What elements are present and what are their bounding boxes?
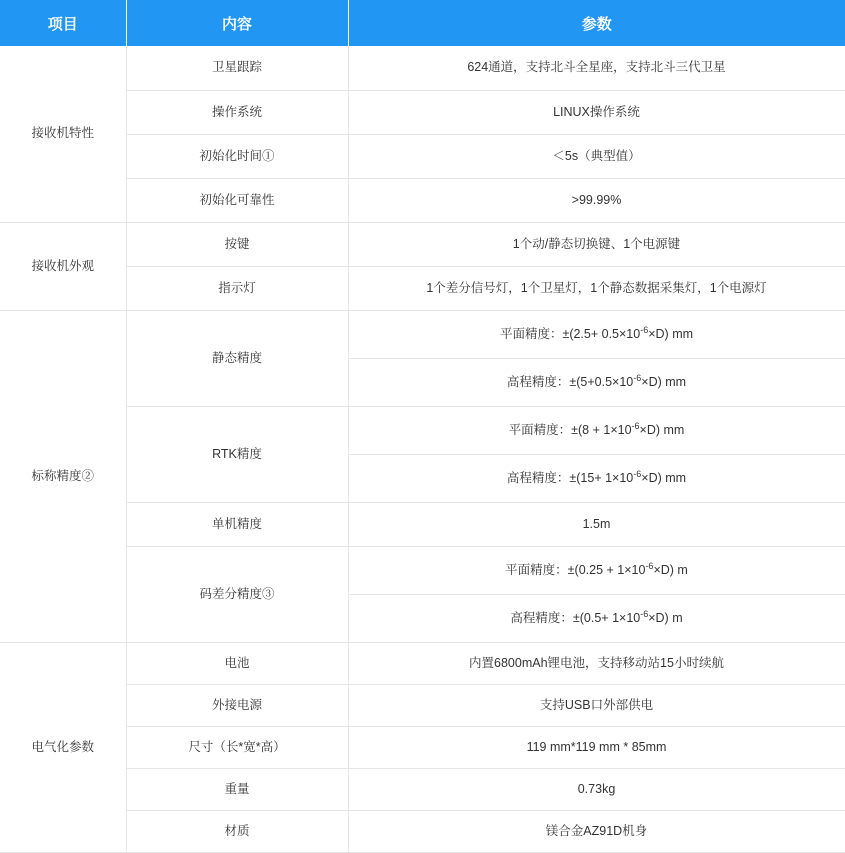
table-row [0, 90, 845, 134]
cell-parameter: 高程精度：$\pm(15+ 1\times 10^{-6}\times D)$ mm [348, 454, 845, 502]
cell-parameter: 119 mm*119 mm * 85mm [348, 726, 845, 768]
table-body [0, 46, 845, 852]
cell-parameter: 高程精度：$\pm(5+0.5\times 10^{-6}\times D)$ mm [348, 358, 845, 406]
column-header-category: 项目 [0, 0, 126, 46]
cell-item: 指示灯 [126, 266, 348, 310]
cell-category: 标称精度② [0, 310, 126, 642]
cell-category: 电气化参数 [0, 642, 126, 852]
cell-parameter: 内置6800mAh锂电池，支持移动站15小时续航 [348, 642, 845, 684]
cell-item: 材质 [126, 810, 348, 852]
cell-item: 初始化时间① [126, 134, 348, 178]
table-row [0, 406, 845, 454]
table-row [0, 684, 845, 726]
cell-item: 电池 [126, 642, 348, 684]
cell-item: 静态精度 [126, 310, 348, 406]
table-row [0, 222, 845, 266]
cell-item: 外接电源 [126, 684, 348, 726]
cell-parameter: 1个动/静态切换键、1个电源键 [348, 222, 845, 266]
table-row [0, 310, 845, 358]
cell-parameter: ＜5s（典型值） [348, 134, 845, 178]
table-row [0, 46, 845, 90]
table-row [0, 768, 845, 810]
table-row [0, 134, 845, 178]
cell-item: RTK精度 [126, 406, 348, 502]
cell-parameter: 624通道，支持北斗全星座，支持北斗三代卫星 [348, 46, 845, 90]
table-header [0, 0, 845, 46]
cell-parameter: 平面精度：$\pm(8 + 1\times 10^{-6}\times D)$ mm [348, 406, 845, 454]
table-row [0, 266, 845, 310]
table-header-row [0, 0, 845, 46]
cell-item: 尺寸（长*宽*高） [126, 726, 348, 768]
cell-item: 码差分精度③ [126, 546, 348, 642]
table-row [0, 178, 845, 222]
cell-category: 接收机外观 [0, 222, 126, 310]
cell-parameter: 高程精度：$\pm(0.5+ 1\times 10^{-6}\times D)$ m [348, 594, 845, 642]
column-header-parameter: 参数 [348, 0, 845, 46]
cell-parameter: 镁合金AZ91D机身 [348, 810, 845, 852]
cell-item: 单机精度 [126, 502, 348, 546]
cell-item: 初始化可靠性 [126, 178, 348, 222]
table-row [0, 810, 845, 852]
cell-item: 重量 [126, 768, 348, 810]
cell-parameter: 平面精度：$\pm(0.25 + 1\times 10^{-6}\times D)$ m [348, 546, 845, 594]
table-row [0, 502, 845, 546]
column-header-item: 内容 [126, 0, 348, 46]
cell-parameter: 0.73kg [348, 768, 845, 810]
cell-parameter: 1.5m [348, 502, 845, 546]
cell-item: 按键 [126, 222, 348, 266]
table-row [0, 546, 845, 594]
cell-parameter: 支持USB口外部供电 [348, 684, 845, 726]
cell-category: 接收机特性 [0, 46, 126, 222]
cell-parameter: >99.99% [348, 178, 845, 222]
cell-parameter: 1个差分信号灯，1个卫星灯，1个静态数据采集灯，1个电源灯 [348, 266, 845, 310]
cell-parameter: 平面精度：$\pm(2.5+ 0.5\times 10^{-6}\times D)$ mm [348, 310, 845, 358]
table-row [0, 642, 845, 684]
table-row [0, 726, 845, 768]
cell-item: 操作系统 [126, 90, 348, 134]
cell-item: 卫星跟踪 [126, 46, 348, 90]
cell-parameter: LINUX操作系统 [348, 90, 845, 134]
